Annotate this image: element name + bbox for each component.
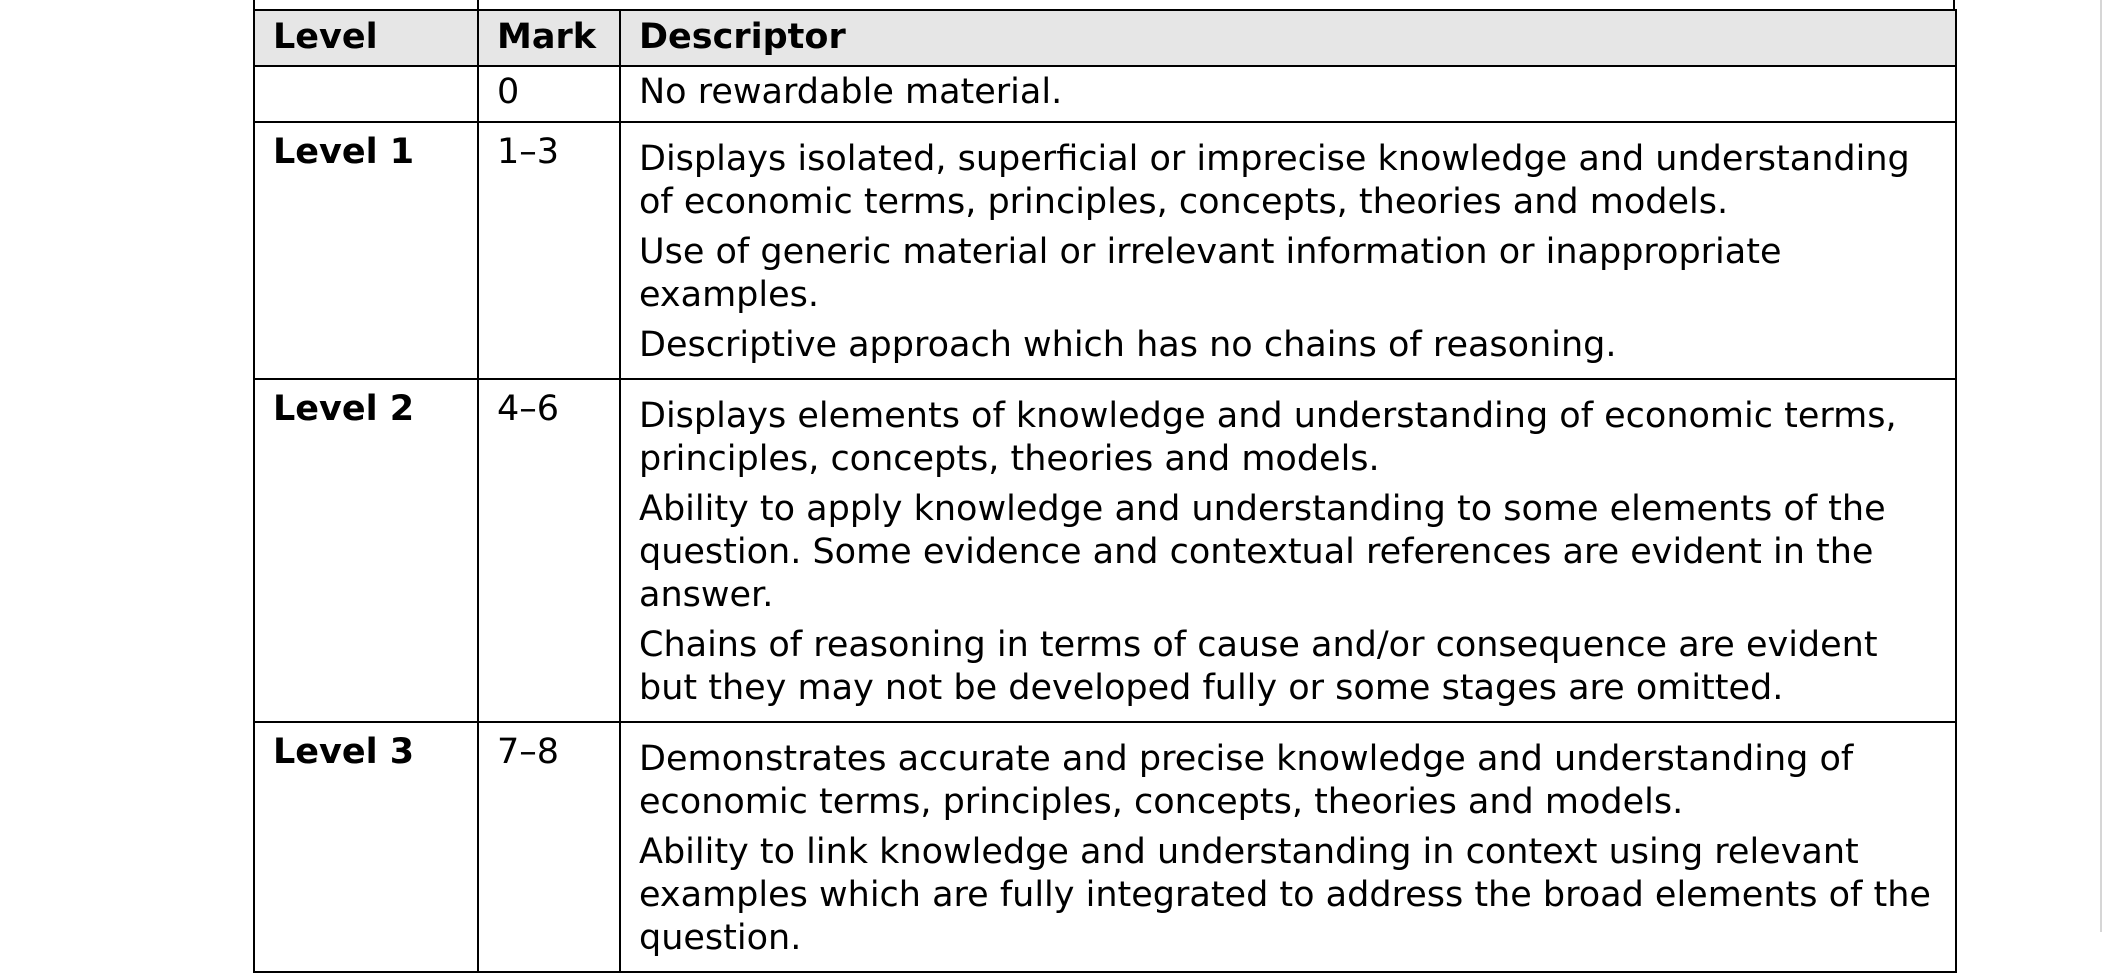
levels-mark-scheme-table [253, 9, 1957, 973]
header-level: Level [254, 10, 478, 66]
table-row [254, 66, 1956, 122]
table-row [254, 379, 1956, 722]
descriptor-cell [620, 66, 1956, 122]
descriptor-text: Ability to link knowledge and understanding in context using relevant examples which are fully integrated to address the broad elements of the question. [639, 832, 1931, 958]
table-row [254, 122, 1956, 379]
descriptor-text: Displays isolated, superficial or imprecise knowledge and understanding of economic terms, principles, concepts, theories and models. [639, 139, 1910, 222]
level-cell [254, 66, 478, 122]
header-descriptor: Descriptor [620, 10, 1956, 66]
descriptor-cell [620, 379, 1956, 722]
mark-scheme-table-container [253, 0, 1955, 973]
mark-cell: 1–3 [478, 122, 620, 379]
level-cell: Level 3 [254, 722, 478, 972]
descriptor-text: Use of generic material or irrelevant information or inappropriate examples. [639, 232, 1782, 315]
descriptor-cell [620, 122, 1956, 379]
previous-row-divider [477, 0, 479, 9]
header-mark: Mark [478, 10, 620, 66]
descriptor-text: Demonstrates accurate and precise knowledge and understanding of economic terms, principles, concepts, theories and models. [639, 739, 1854, 822]
level-cell: Level 1 [254, 122, 478, 379]
mark-cell: 4–6 [478, 379, 620, 722]
mark-cell: 0 [478, 66, 620, 122]
level-cell: Level 2 [254, 379, 478, 722]
mark-cell: 7–8 [478, 722, 620, 972]
descriptor-text: Ability to apply knowledge and understanding to some elements of the question. Some evidence and contextual references are evident in the answer. [639, 489, 1886, 615]
descriptor-text: Chains of reasoning in terms of cause and/or consequence are evident but they may not be developed fully or some stages are omitted. [639, 625, 1878, 708]
previous-row-stub [253, 0, 1955, 9]
table-row [254, 722, 1956, 972]
descriptor-cell [620, 722, 1956, 972]
table-header-row [254, 10, 1956, 66]
descriptor-text: Displays elements of knowledge and understanding of economic terms, principles, concepts, theories and models. [639, 396, 1897, 479]
descriptor-text: No rewardable material. [639, 72, 1063, 112]
page-edge [2100, 0, 2102, 932]
descriptor-text: Descriptive approach which has no chains of reasoning. [639, 325, 1617, 365]
